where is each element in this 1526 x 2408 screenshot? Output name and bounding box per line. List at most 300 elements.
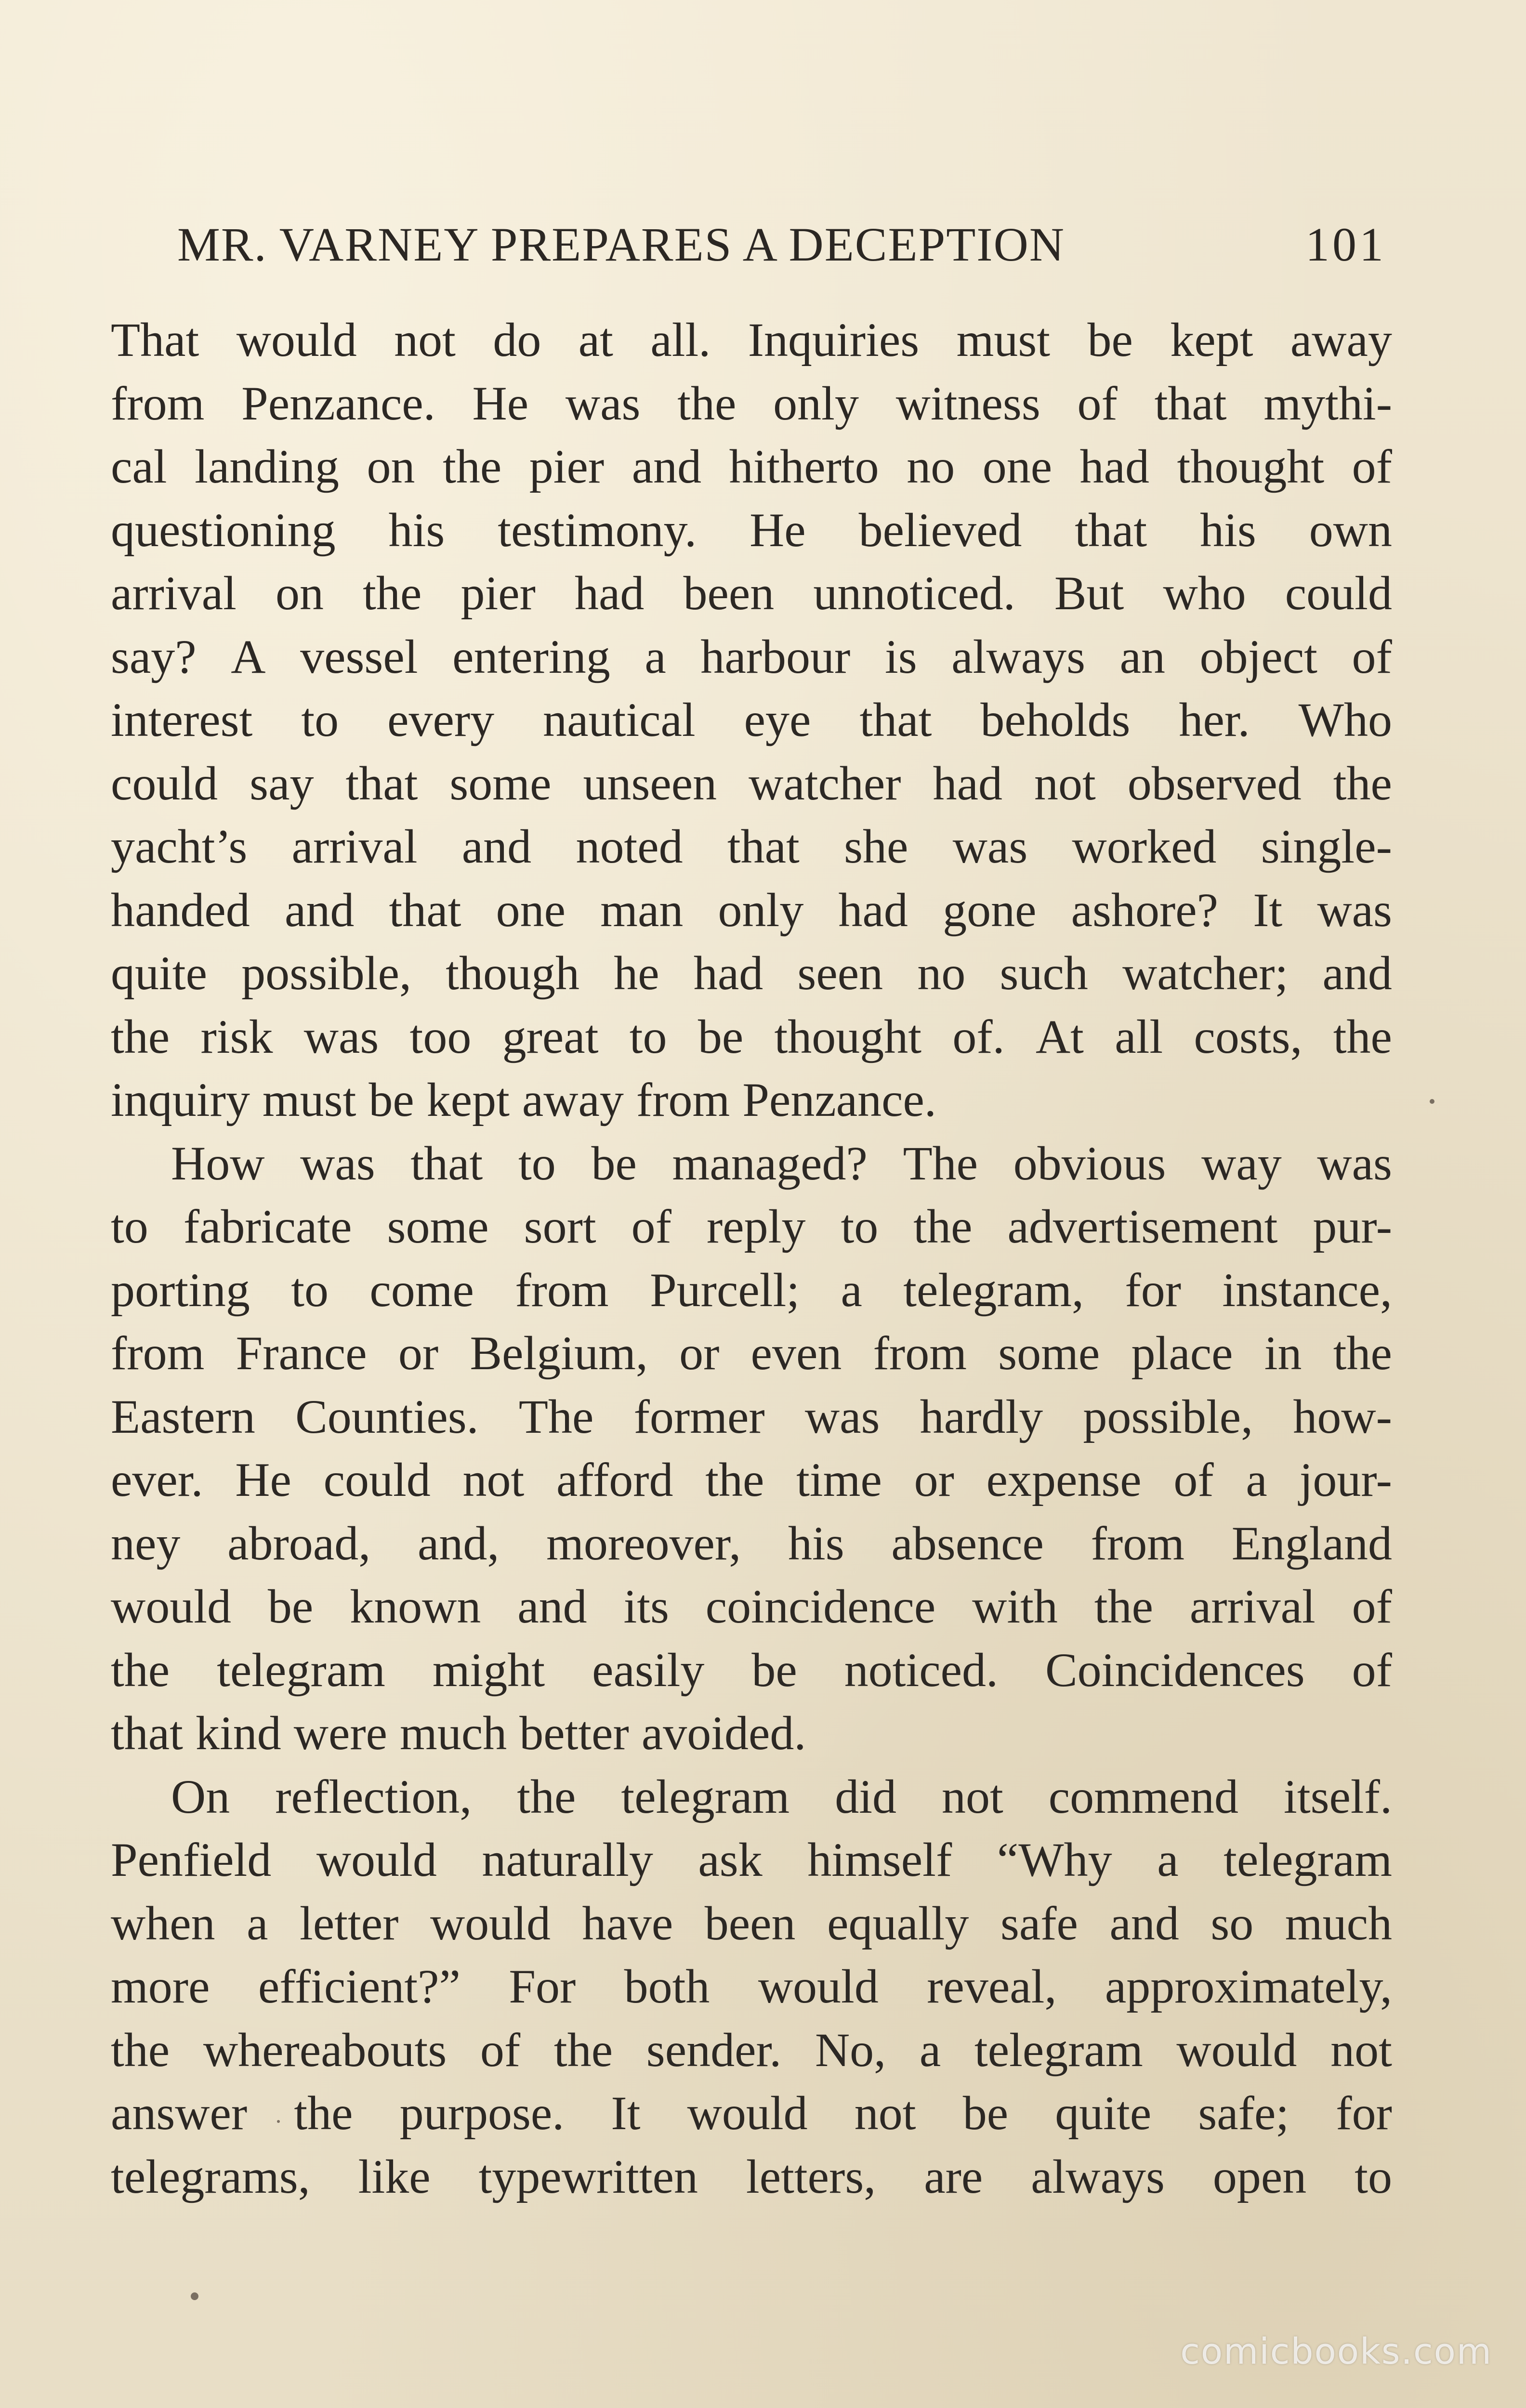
- word: not: [1034, 756, 1096, 810]
- word: the: [111, 1009, 170, 1063]
- word: could: [1285, 566, 1392, 620]
- word: the: [111, 1643, 170, 1697]
- word: safe;: [1198, 2086, 1289, 2140]
- word: That: [111, 313, 199, 366]
- word: witness: [895, 376, 1040, 430]
- word: say: [250, 756, 314, 810]
- word: sort: [524, 1200, 596, 1253]
- word: letter: [300, 1896, 399, 1950]
- word: that: [410, 1136, 483, 1190]
- word: Purcell;: [650, 1263, 800, 1317]
- word: telegram: [974, 2023, 1143, 2077]
- word: had: [838, 883, 908, 937]
- text-line: [111, 1258, 1392, 1322]
- word: on: [367, 440, 415, 493]
- text-line: [111, 688, 1392, 752]
- word: be: [962, 2086, 1009, 2140]
- word: naturally: [482, 1833, 653, 1886]
- word: telegram,: [903, 1263, 1084, 1317]
- word: that: [389, 883, 461, 937]
- word: and: [1109, 1896, 1179, 1950]
- word: place: [1131, 1326, 1233, 1380]
- word: would: [430, 1896, 551, 1950]
- word: He: [472, 376, 529, 430]
- word: for: [1125, 1263, 1181, 1317]
- word: and: [631, 440, 702, 493]
- word: and: [284, 883, 355, 937]
- word: when: [111, 1896, 215, 1950]
- text-line: [111, 625, 1392, 689]
- word: much: [400, 1706, 507, 1760]
- word: or: [398, 1326, 439, 1380]
- word: was: [300, 1136, 375, 1190]
- word: one: [496, 883, 566, 937]
- word: would: [111, 1580, 231, 1633]
- word: great: [502, 1009, 599, 1063]
- word: open: [1212, 2149, 1307, 2203]
- word: thought: [774, 1009, 922, 1063]
- word: No,: [815, 2023, 886, 2077]
- word: or: [914, 1453, 954, 1506]
- word: of: [480, 2023, 521, 2077]
- word: He: [235, 1453, 291, 1506]
- word: a: [645, 629, 666, 683]
- word: the: [705, 1453, 764, 1506]
- word: arrival: [291, 820, 418, 873]
- word: yacht’s: [111, 820, 248, 873]
- word: in: [1264, 1326, 1302, 1380]
- word: the: [363, 566, 422, 620]
- word: handed: [111, 883, 250, 937]
- word: pier: [460, 566, 536, 620]
- word: would: [1176, 2023, 1297, 2077]
- word: of: [1077, 376, 1118, 430]
- word: not: [1330, 2023, 1392, 2077]
- word: was: [1317, 883, 1392, 937]
- word: his: [388, 503, 445, 557]
- word: Penfield: [111, 1833, 272, 1886]
- word: porting: [111, 1263, 250, 1317]
- word: must: [262, 1073, 356, 1126]
- word: of: [1352, 1643, 1392, 1697]
- word: “Why: [997, 1833, 1112, 1886]
- word: all: [1115, 1009, 1163, 1063]
- paragraph: [111, 1765, 1392, 2209]
- word: had: [933, 756, 1002, 810]
- word: seen: [797, 946, 883, 1000]
- word: arrival: [111, 566, 237, 620]
- word: fabricate: [183, 1200, 352, 1253]
- text-line: [111, 435, 1392, 498]
- word: its: [623, 1580, 669, 1633]
- word: unnoticed.: [813, 566, 1015, 620]
- word: landing: [195, 440, 340, 493]
- word: come: [369, 1263, 474, 1317]
- word: avoided.: [641, 1706, 806, 1760]
- text-line: [111, 308, 1392, 372]
- word: do: [493, 313, 541, 366]
- text-line: [111, 1512, 1392, 1575]
- word: quite: [111, 946, 207, 1000]
- word: had: [1079, 440, 1150, 493]
- word: former: [633, 1389, 765, 1443]
- word: watcher: [749, 756, 901, 810]
- word: worked: [1072, 820, 1217, 873]
- word: possible,: [241, 946, 411, 1000]
- paragraph: [111, 1132, 1392, 1765]
- text-line: [111, 1132, 1392, 1195]
- word: be: [267, 1580, 314, 1633]
- word: had: [575, 566, 645, 620]
- word: to: [1355, 2149, 1392, 2203]
- word: that: [111, 1706, 183, 1760]
- word: efficient?”: [258, 1960, 460, 2013]
- word: purpose.: [399, 2086, 565, 2140]
- word: no: [917, 946, 966, 1000]
- word: costs,: [1194, 1009, 1302, 1063]
- word: telegram: [1223, 1833, 1392, 1886]
- word: from: [111, 1326, 205, 1380]
- word: risk: [200, 1009, 273, 1063]
- word: say?: [111, 629, 197, 683]
- text-line: [111, 562, 1392, 625]
- text-line: [111, 752, 1392, 815]
- word: pier: [529, 440, 605, 493]
- word: be: [751, 1643, 797, 1697]
- word: Coincidences: [1045, 1643, 1305, 1697]
- word: too: [409, 1009, 472, 1063]
- word: inquiry: [111, 1073, 250, 1126]
- word: telegrams,: [111, 2149, 310, 2203]
- text-line: [111, 878, 1392, 942]
- word: must: [956, 313, 1051, 366]
- word: be: [697, 1009, 744, 1063]
- text-line: [111, 1765, 1392, 1829]
- word: was: [1317, 1136, 1392, 1190]
- word: kind: [195, 1706, 281, 1760]
- word: afford: [556, 1453, 673, 1506]
- word: noted: [576, 820, 683, 873]
- text-line: [111, 1575, 1392, 1638]
- word: Eastern: [111, 1389, 255, 1443]
- word: commend: [1048, 1769, 1239, 1823]
- word: the: [1094, 1580, 1153, 1633]
- word: that: [727, 820, 800, 873]
- word: of: [1352, 629, 1392, 683]
- word: expense: [986, 1453, 1142, 1506]
- word: both: [624, 1960, 710, 2013]
- word: ask: [698, 1833, 763, 1886]
- word: could: [111, 756, 218, 810]
- text-line: [111, 1955, 1392, 2018]
- word: testimony.: [498, 503, 697, 557]
- word: would: [316, 1833, 437, 1886]
- word: of: [1352, 440, 1392, 493]
- word: Penzance.: [241, 376, 435, 430]
- word: It: [1253, 883, 1283, 937]
- word: how-: [1293, 1389, 1392, 1443]
- word: to: [518, 1136, 556, 1190]
- word: was: [952, 820, 1028, 873]
- word: she: [844, 820, 908, 873]
- word: mythi-: [1263, 376, 1392, 430]
- word: even: [750, 1326, 842, 1380]
- word: the: [677, 376, 737, 430]
- word: his: [788, 1516, 844, 1570]
- word: On: [171, 1769, 230, 1823]
- running-title: MR. VARNEY PREPARES A DECEPTION: [177, 218, 1066, 271]
- word: away: [1290, 313, 1392, 366]
- word: one: [982, 440, 1052, 493]
- word: nautical: [543, 693, 696, 746]
- word: a: [841, 1263, 862, 1317]
- word: gone: [943, 883, 1037, 937]
- word: always: [951, 629, 1085, 683]
- word: hitherto: [729, 440, 879, 493]
- word: typewritten: [478, 2149, 698, 2203]
- word: so: [1210, 1896, 1254, 1950]
- word: not: [462, 1453, 525, 1506]
- paragraph: [111, 308, 1392, 1132]
- watermark: comicbooks.com: [1180, 2331, 1492, 2372]
- text-line: [111, 498, 1392, 562]
- word: were: [293, 1706, 388, 1760]
- word: be: [368, 1073, 414, 1126]
- word: all.: [650, 313, 711, 366]
- text-line: [111, 942, 1392, 1005]
- word: telegram: [621, 1769, 790, 1823]
- word: The: [518, 1389, 594, 1443]
- word: He: [750, 503, 806, 557]
- word: and: [517, 1580, 587, 1633]
- word: on: [276, 566, 324, 620]
- word: But: [1054, 566, 1124, 620]
- word: though: [446, 946, 579, 1000]
- word: no: [907, 440, 955, 493]
- word: been: [683, 566, 775, 620]
- word: the: [443, 440, 502, 493]
- word: observed: [1127, 756, 1302, 810]
- word: pur-: [1313, 1200, 1392, 1253]
- word: a: [919, 2023, 941, 2077]
- word: object: [1199, 629, 1317, 683]
- word: noticed.: [844, 1643, 999, 1697]
- text-line: [111, 2018, 1392, 2082]
- word: did: [835, 1769, 896, 1823]
- word: her.: [1179, 693, 1250, 746]
- word: A: [231, 629, 266, 683]
- word: the: [111, 2023, 170, 2077]
- word: watcher;: [1122, 946, 1289, 1000]
- word: At: [1035, 1009, 1084, 1063]
- text-line: [111, 1322, 1392, 1385]
- word: single-: [1261, 820, 1392, 873]
- body-text: [111, 308, 1392, 2208]
- paper-speck: [191, 2292, 198, 2300]
- word: Who: [1298, 693, 1392, 746]
- word: own: [1309, 503, 1392, 557]
- word: is: [884, 629, 917, 683]
- word: ney: [111, 1516, 181, 1570]
- word: kept: [1170, 313, 1253, 366]
- word: the: [913, 1200, 973, 1253]
- word: kept: [426, 1073, 510, 1126]
- word: the: [1333, 756, 1392, 810]
- text-line: [111, 372, 1392, 435]
- word: to: [301, 693, 339, 746]
- word: answer: [111, 2086, 248, 2140]
- word: approximately,: [1105, 1960, 1392, 2013]
- word: hardly: [920, 1389, 1043, 1443]
- word: the: [1333, 1326, 1392, 1380]
- word: not: [941, 1769, 1003, 1823]
- word: be: [1087, 313, 1133, 366]
- word: unseen: [583, 756, 717, 810]
- word: a: [247, 1896, 268, 1950]
- word: would: [236, 313, 357, 366]
- word: easily: [592, 1643, 705, 1697]
- text-line: [111, 815, 1392, 878]
- word: way: [1201, 1136, 1282, 1190]
- word: absence: [891, 1516, 1044, 1570]
- word: believed: [858, 503, 1022, 557]
- word: known: [350, 1580, 481, 1633]
- word: some: [998, 1326, 1100, 1380]
- word: that: [1075, 503, 1147, 557]
- word: to: [841, 1200, 879, 1253]
- word: coincidence: [705, 1580, 936, 1633]
- word: quite: [1055, 2086, 1152, 2140]
- word: ever.: [111, 1453, 203, 1506]
- word: vessel: [300, 629, 418, 683]
- word: instance,: [1222, 1263, 1392, 1317]
- word: sender.: [646, 2023, 782, 2077]
- word: itself.: [1284, 1769, 1392, 1823]
- word: the: [553, 2023, 613, 2077]
- word: his: [1200, 503, 1256, 557]
- word: could: [323, 1453, 431, 1506]
- word: ashore?: [1071, 883, 1219, 937]
- word: not: [394, 313, 456, 366]
- word: that: [1154, 376, 1227, 430]
- word: be: [591, 1136, 637, 1190]
- text-line: [111, 1701, 1392, 1765]
- running-head: [177, 217, 1386, 284]
- word: time: [796, 1453, 882, 1506]
- word: every: [387, 693, 495, 746]
- paper-speck: [277, 2120, 280, 2123]
- word: the: [1333, 1009, 1392, 1063]
- word: from: [1091, 1516, 1184, 1570]
- word: of: [631, 1200, 671, 1253]
- word: The: [903, 1136, 978, 1190]
- word: always: [1031, 2149, 1165, 2203]
- word: France: [236, 1326, 367, 1380]
- word: to: [291, 1263, 329, 1317]
- word: not: [854, 2086, 916, 2140]
- word: cal: [111, 440, 167, 493]
- word: at: [578, 313, 613, 366]
- word: have: [582, 1896, 673, 1950]
- text-line: [111, 2081, 1392, 2145]
- word: possible,: [1083, 1389, 1253, 1443]
- word: was: [303, 1009, 379, 1063]
- word: he: [614, 946, 659, 1000]
- word: himself: [807, 1833, 952, 1886]
- word: advertisement: [1007, 1200, 1278, 1253]
- word: much: [1285, 1896, 1392, 1950]
- word: only: [773, 376, 859, 430]
- word: For: [509, 1960, 576, 2013]
- word: the: [517, 1769, 576, 1823]
- word: a: [1157, 1833, 1179, 1886]
- text-line: [111, 1448, 1392, 1512]
- word: reflection,: [275, 1769, 472, 1823]
- word: letters,: [746, 2149, 876, 2203]
- word: obvious: [1013, 1136, 1166, 1190]
- text-line: [111, 1638, 1392, 1702]
- word: It: [611, 2086, 641, 2140]
- word: the: [294, 2086, 353, 2140]
- word: for: [1336, 2086, 1392, 2140]
- word: telegram: [217, 1643, 385, 1697]
- word: Counties.: [295, 1389, 479, 1443]
- word: of.: [952, 1009, 1005, 1063]
- word: only: [718, 883, 804, 937]
- text-line: [111, 1005, 1392, 1069]
- word: thought: [1177, 440, 1325, 493]
- word: with: [972, 1580, 1058, 1633]
- word: more: [111, 1960, 210, 2013]
- word: interest: [111, 693, 253, 746]
- word: from: [636, 1073, 730, 1126]
- word: beholds: [980, 693, 1131, 746]
- word: and: [1322, 946, 1392, 1000]
- word: who: [1163, 566, 1246, 620]
- word: would: [758, 1960, 879, 2013]
- word: from: [111, 376, 205, 430]
- word: some: [449, 756, 552, 810]
- word: whereabouts: [203, 2023, 447, 2077]
- word: abroad,: [227, 1516, 371, 1570]
- word: some: [387, 1200, 489, 1253]
- text-line: [111, 1892, 1392, 1955]
- word: an: [1119, 629, 1165, 683]
- word: Penzance.: [742, 1073, 936, 1126]
- word: such: [1000, 946, 1088, 1000]
- word: Belgium,: [470, 1326, 648, 1380]
- word: jour-: [1299, 1453, 1392, 1506]
- word: Inquiries: [748, 313, 920, 366]
- word: a: [1246, 1453, 1267, 1506]
- word: would: [687, 2086, 808, 2140]
- word: equally: [827, 1896, 969, 1950]
- word: and,: [417, 1516, 500, 1570]
- word: better: [519, 1706, 629, 1760]
- text-line: [111, 1828, 1392, 1892]
- word: reveal,: [927, 1960, 1057, 2013]
- word: that: [345, 756, 418, 810]
- word: been: [704, 1896, 796, 1950]
- word: England: [1231, 1516, 1392, 1570]
- word: was: [804, 1389, 880, 1443]
- word: managed?: [672, 1136, 868, 1190]
- word: and: [461, 820, 532, 873]
- page-number: 101: [1305, 218, 1386, 271]
- word: are: [924, 2149, 983, 2203]
- paper-speck: [1430, 1099, 1434, 1104]
- text-line: [111, 1385, 1392, 1449]
